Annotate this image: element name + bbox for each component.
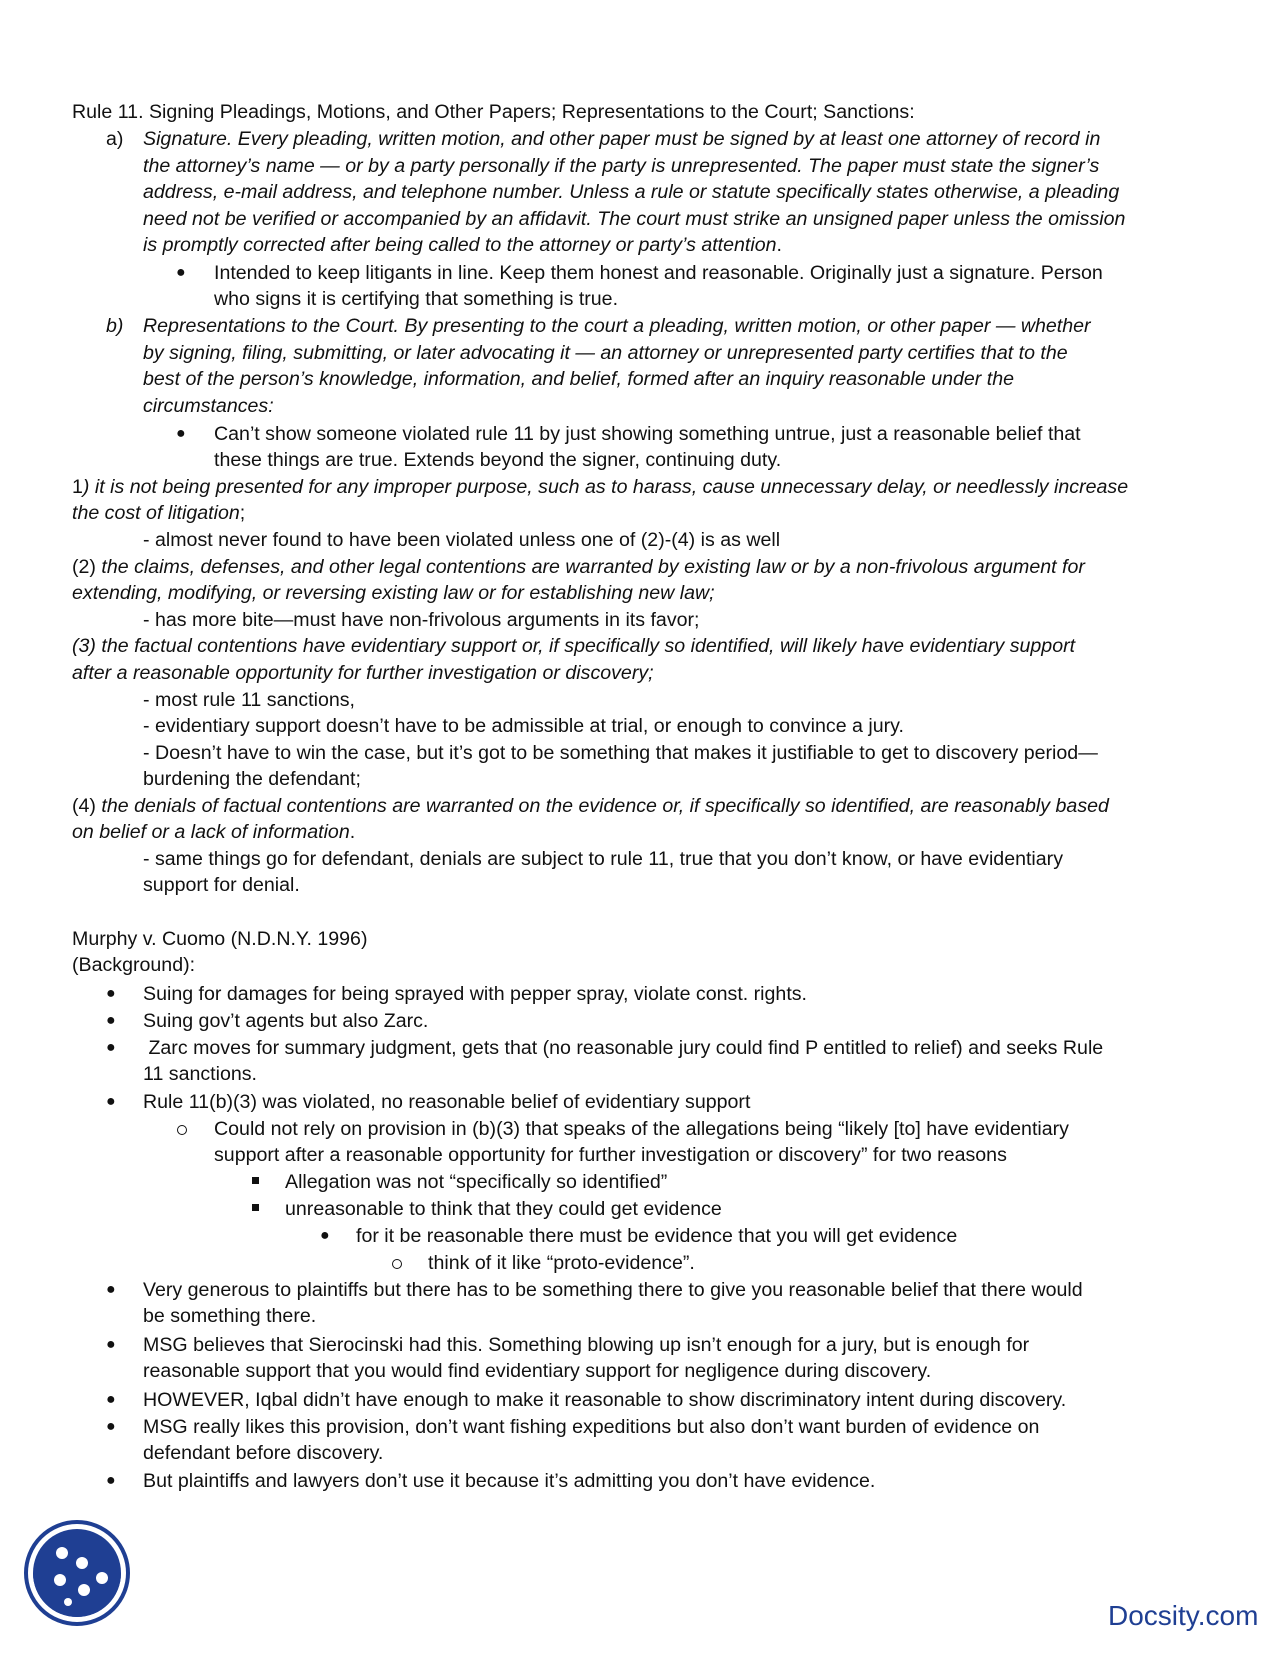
item-4-prefix: (4): [72, 795, 102, 817]
item-a-line-last: [143, 231, 782, 259]
bullet-icon: ●: [320, 1227, 330, 1244]
rule-title: Rule 11. Signing Pleadings, Motions, and Other Papers; Representations to the Court; Sanctions:: [72, 101, 915, 123]
item-a-last-tail: .: [776, 234, 782, 256]
item-3-note: - Doesn’t have to win the case, but it’s got to be something that makes it justifiable to get to discovery period—: [143, 742, 1098, 764]
bullet-icon: ●: [106, 1391, 116, 1408]
case-bullet: HOWEVER, Iqbal didn’t have enough to make it reasonable to show discriminatory intent during discovery.: [143, 1389, 1067, 1411]
case-sq-bullet: unreasonable to think that they could get evidence: [285, 1198, 722, 1220]
item-3-line: (3) the factual contentions have evidentiary support or, if specifically so identified, will likely have evidentiary support: [72, 635, 1076, 657]
item-a-last-italic: is promptly corrected after being called to the attorney or party’s attention: [143, 234, 777, 256]
item-1-tail: ;: [239, 502, 246, 524]
item-1-text: the cost of litigation: [72, 502, 240, 524]
docsity-logo-icon: [22, 1518, 132, 1628]
docsity-brand-link[interactable]: Docsity.com: [1108, 1600, 1259, 1631]
item-3-note: - evidentiary support doesn’t have to be admissible at trial, or enough to convince a jury.: [143, 715, 904, 737]
bullet-icon: ●: [106, 985, 116, 1002]
item-4-text: on belief or a lack of information: [72, 821, 350, 843]
item-4-tail: .: [349, 821, 356, 843]
case-bullet: 11 sanctions.: [143, 1063, 258, 1085]
case-bullet: MSG really likes this provision, don’t want fishing expeditions but also don’t want burden of evidence on: [143, 1416, 1040, 1438]
hollow-circle-bullet-icon: [392, 1259, 402, 1269]
item-3-line: after a reasonable opportunity for further investigation or discovery;: [72, 662, 654, 684]
item-4-line: [72, 792, 1109, 820]
case-sub-bullet: support after a reasonable opportunity for further investigation or discovery” for two reasons: [214, 1144, 1007, 1166]
item-4-note: - same things go for defendant, denials are subject to rule 11, true that you don’t know, or have evidentiary: [143, 848, 1064, 870]
bullet-icon: ●: [176, 425, 186, 442]
case-subtitle: (Background):: [72, 954, 196, 976]
bullet-icon: ●: [106, 1472, 116, 1489]
item-1-text: ) it is not being presented for any improper purpose, such as to harass, cause unnecessary delay, or needlessly increase: [82, 476, 1129, 498]
case-bullet: MSG believes that Sierocinski had this. Something blowing up isn’t enough for a jury, but is enough for: [143, 1334, 1030, 1356]
item-b-marker: b): [106, 315, 124, 337]
item-a-line: the attorney’s name — or by a party personally if the party is unrepresented. The paper must state the signer’s: [143, 155, 1100, 177]
item-2-line: [72, 553, 1085, 581]
item-1-line: [72, 499, 245, 527]
hollow-circle-bullet-icon: [177, 1125, 187, 1135]
item-1-note: - almost never found to have been violated unless one of (2)-(4) is as well: [143, 529, 781, 551]
item-b-line: by signing, filing, submitting, or later advocating it — an attorney or unrepresented party certifies that to the: [143, 342, 1068, 364]
case-bullet: defendant before discovery.: [143, 1442, 384, 1464]
item-a-line: Signature. Every pleading, written motion, and other paper must be signed by at least one attorney of record in: [143, 128, 1101, 150]
bullet-icon: ●: [106, 1093, 116, 1110]
case-bullet: Very generous to plaintiffs but there has to be something there to give you reasonable belief that there would: [143, 1279, 1083, 1301]
case-sub-bullet: Could not rely on provision in (b)(3) that speaks of the allegations being “likely [to] have evidentiary: [214, 1118, 1069, 1140]
square-bullet-icon: [252, 1177, 259, 1184]
bullet-icon: ●: [106, 1281, 116, 1298]
item-b-note: these things are true. Extends beyond the signer, continuing duty.: [214, 449, 782, 471]
case-sq-bullet: Allegation was not “specifically so identified”: [285, 1171, 668, 1193]
bullet-icon: ●: [106, 1336, 116, 1353]
item-a-marker: a): [106, 128, 124, 150]
case-deep-bullet: for it be reasonable there must be evidence that you will get evidence: [356, 1225, 958, 1247]
square-bullet-icon: [252, 1204, 259, 1211]
item-b-line: circumstances:: [143, 395, 274, 417]
item-3-note: burdening the defendant;: [143, 768, 361, 790]
bullet-icon: ●: [176, 264, 186, 281]
bullet-icon: ●: [106, 1039, 116, 1056]
case-title: Murphy v. Cuomo (N.D.N.Y. 1996): [72, 928, 368, 950]
case-bullet: Zarc moves for summary judgment, gets that (no reasonable jury could find P entitled to relief) and seeks Rule: [143, 1037, 1104, 1059]
item-a-line: need not be verified or accompanied by an affidavit. The court must strike an unsigned paper unless the omission: [143, 208, 1126, 230]
item-4-text: the denials of factual contentions are warranted on the evidence or, if specifically so identified, are reasonably based: [101, 795, 1109, 817]
case-bullet: reasonable support that you would find evidentiary support for negligence during discovery.: [143, 1360, 932, 1382]
item-b-note: Can’t show someone violated rule 11 by just showing something untrue, just a reasonable belief that: [214, 423, 1081, 445]
item-4-line: [72, 818, 355, 846]
item-2-line: extending, modifying, or reversing existing law or for establishing new law;: [72, 582, 715, 604]
case-bullet: Rule 11(b)(3) was violated, no reasonable belief of evidentiary support: [143, 1091, 751, 1113]
item-a-line: address, e-mail address, and telephone number. Unless a rule or statute specifically states otherwise, a pleading: [143, 181, 1120, 203]
item-2-text: the claims, defenses, and other legal contentions are warranted by existing law or by a non-frivolous argument for: [101, 556, 1085, 578]
case-bullet: Suing gov’t agents but also Zarc.: [143, 1010, 429, 1032]
item-1-line: [72, 473, 1128, 501]
case-bullet: Suing for damages for being sprayed with pepper spray, violate const. rights.: [143, 983, 808, 1005]
item-4-note: support for denial.: [143, 874, 300, 896]
item-3-note: - most rule 11 sanctions,: [143, 689, 355, 711]
item-2-prefix: (2): [72, 556, 102, 578]
case-deepest-bullet: think of it like “proto-evidence”.: [428, 1252, 695, 1274]
bullet-icon: ●: [106, 1012, 116, 1029]
item-a-note: Intended to keep litigants in line. Keep them honest and reasonable. Originally just a signature. Person: [214, 262, 1103, 284]
case-bullet: But plaintiffs and lawyers don’t use it because it’s admitting you don’t have evidence.: [143, 1470, 876, 1492]
case-bullet: be something there.: [143, 1305, 317, 1327]
item-1-prefix: 1: [72, 476, 83, 498]
item-b-line: best of the person’s knowledge, information, and belief, formed after an inquiry reasonable under the: [143, 368, 1015, 390]
item-2-note: - has more bite—must have non-frivolous arguments in its favor;: [143, 609, 700, 631]
bullet-icon: ●: [106, 1418, 116, 1435]
item-a-note: who signs it is certifying that something is true.: [214, 288, 619, 310]
item-b-line: Representations to the Court. By presenting to the court a pleading, written motion, or other paper — whether: [143, 315, 1091, 337]
